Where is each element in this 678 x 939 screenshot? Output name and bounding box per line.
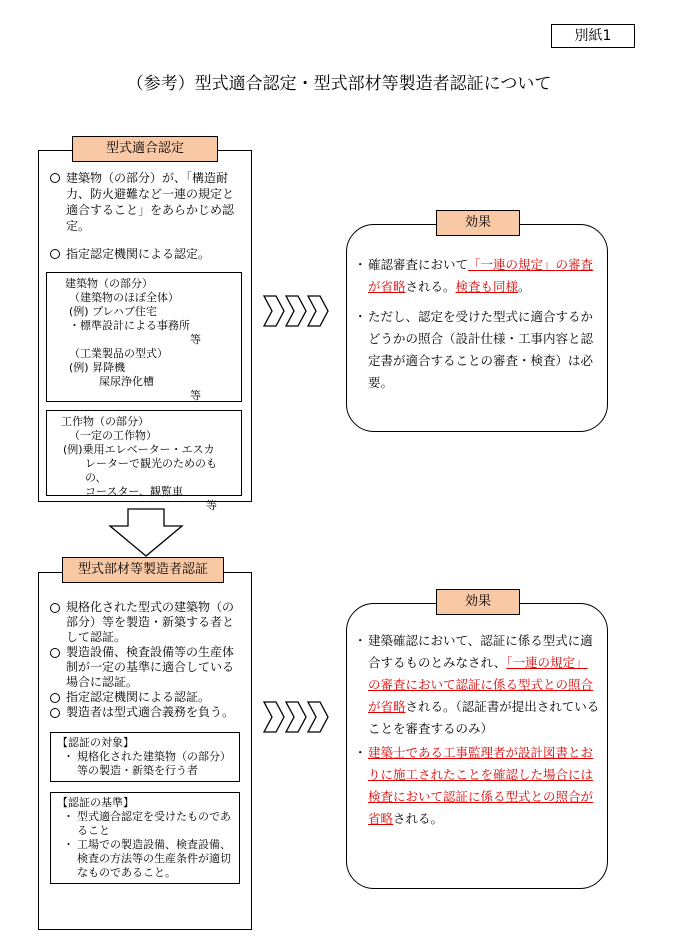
page-title: （参考）型式適合認定・型式部材等製造者認証について (126, 74, 552, 94)
box-title: 【認証の基準】 (57, 796, 134, 809)
manufacturer-cert-bullets (48, 600, 244, 720)
etc-text: 等 (190, 333, 201, 346)
chevron-arrows-icon (262, 700, 334, 734)
cert-criteria-box (50, 792, 240, 884)
effect-item: ・ 建築確認において、認証に係る型式に適合するものとみなされ、「一連の規定」の審査において認証に係る型式との照合が省略される。（認証書が提出されていることを審査するのみ） (356, 630, 600, 740)
bullet-item: 建築物（の部分）が、「構造耐力、防火避難など一連の規定と適合すること」をあらかじめ認定。 (48, 170, 244, 234)
box-line: 工作物（の部分） (61, 415, 149, 428)
box-title: 【認証の対象】 (57, 736, 134, 749)
attachment-label: 別紙1 (551, 24, 635, 48)
effect-text-2 (356, 630, 600, 830)
box-item: ・ 型式適合認定を受けたものであること (65, 810, 233, 838)
box-line: レーターで観光のためのもの、 (85, 457, 217, 484)
bullet-item: 製造設備、検査設備等の生産体制が一定の基準に適合している場合に認証。 (48, 645, 244, 690)
box-line: 建築物（の部分） (65, 277, 153, 290)
box-item: ・ 規格化された建築物（の部分）等の製造・新築を行う者 (65, 750, 233, 778)
type-approval-bullets (48, 170, 244, 262)
box-line: （一定の工作物） (69, 429, 157, 442)
effect-tag-2: 効果 (436, 589, 520, 615)
effect-tag-1: 効果 (436, 210, 520, 236)
manufacturer-cert-tag: 型式部材等製造者認証 (62, 557, 224, 583)
structure-examples-box (46, 410, 242, 512)
bullet-item: 製造者は型式適合義務を負う。 (48, 705, 244, 720)
box-line: (例) 昇降機 (69, 361, 126, 374)
bullet-item: 規格化された型式の建築物（の部分）等を製造・新築する者として認証。 (48, 600, 244, 645)
box-line: （建築物のほぼ全体） (69, 291, 179, 304)
bullet-item: 指定認定機関による認定。 (48, 246, 244, 262)
building-examples-box (46, 272, 242, 402)
effect-text-1 (356, 254, 600, 394)
type-approval-tag: 型式適合認定 (72, 136, 218, 162)
etc-text: 等 (206, 499, 217, 512)
down-arrow-icon (108, 508, 184, 558)
etc-text: 等 (190, 389, 201, 402)
chevron-arrows-icon (262, 294, 334, 328)
box-line: (例)乗用エレベーター・エスカ (63, 443, 215, 456)
box-line: ・標準設計による事務所 (69, 319, 190, 332)
effect-item: ・ 確認審査において「一連の規定」の審査が省略される。検査も同様。 (356, 254, 600, 298)
box-line: （工業製品の型式） (69, 347, 168, 360)
effect-item: ・ ただし、認定を受けた型式に適合するかどうかの照合（設計仕様・工事内容と認定書が適合することの審査・検査）は必要。 (356, 306, 600, 394)
box-line: 屎尿浄化槽 (99, 375, 154, 388)
box-line: (例) プレハブ住宅 (69, 305, 157, 318)
cert-target-box (50, 732, 240, 782)
box-line: コースター、観覧車 (85, 485, 184, 498)
bullet-item: 指定認定機関による認証。 (48, 690, 244, 705)
box-item: ・ 工場での製造設備、検査設備、検査の方法等の生産条件が適切なものであること。 (65, 838, 233, 880)
effect-item: ・ 建築士である工事監理者が設計図書とおりに施工されたことを確認した場合には検査において認証に係る型式との照合が省略される。 (356, 742, 600, 830)
